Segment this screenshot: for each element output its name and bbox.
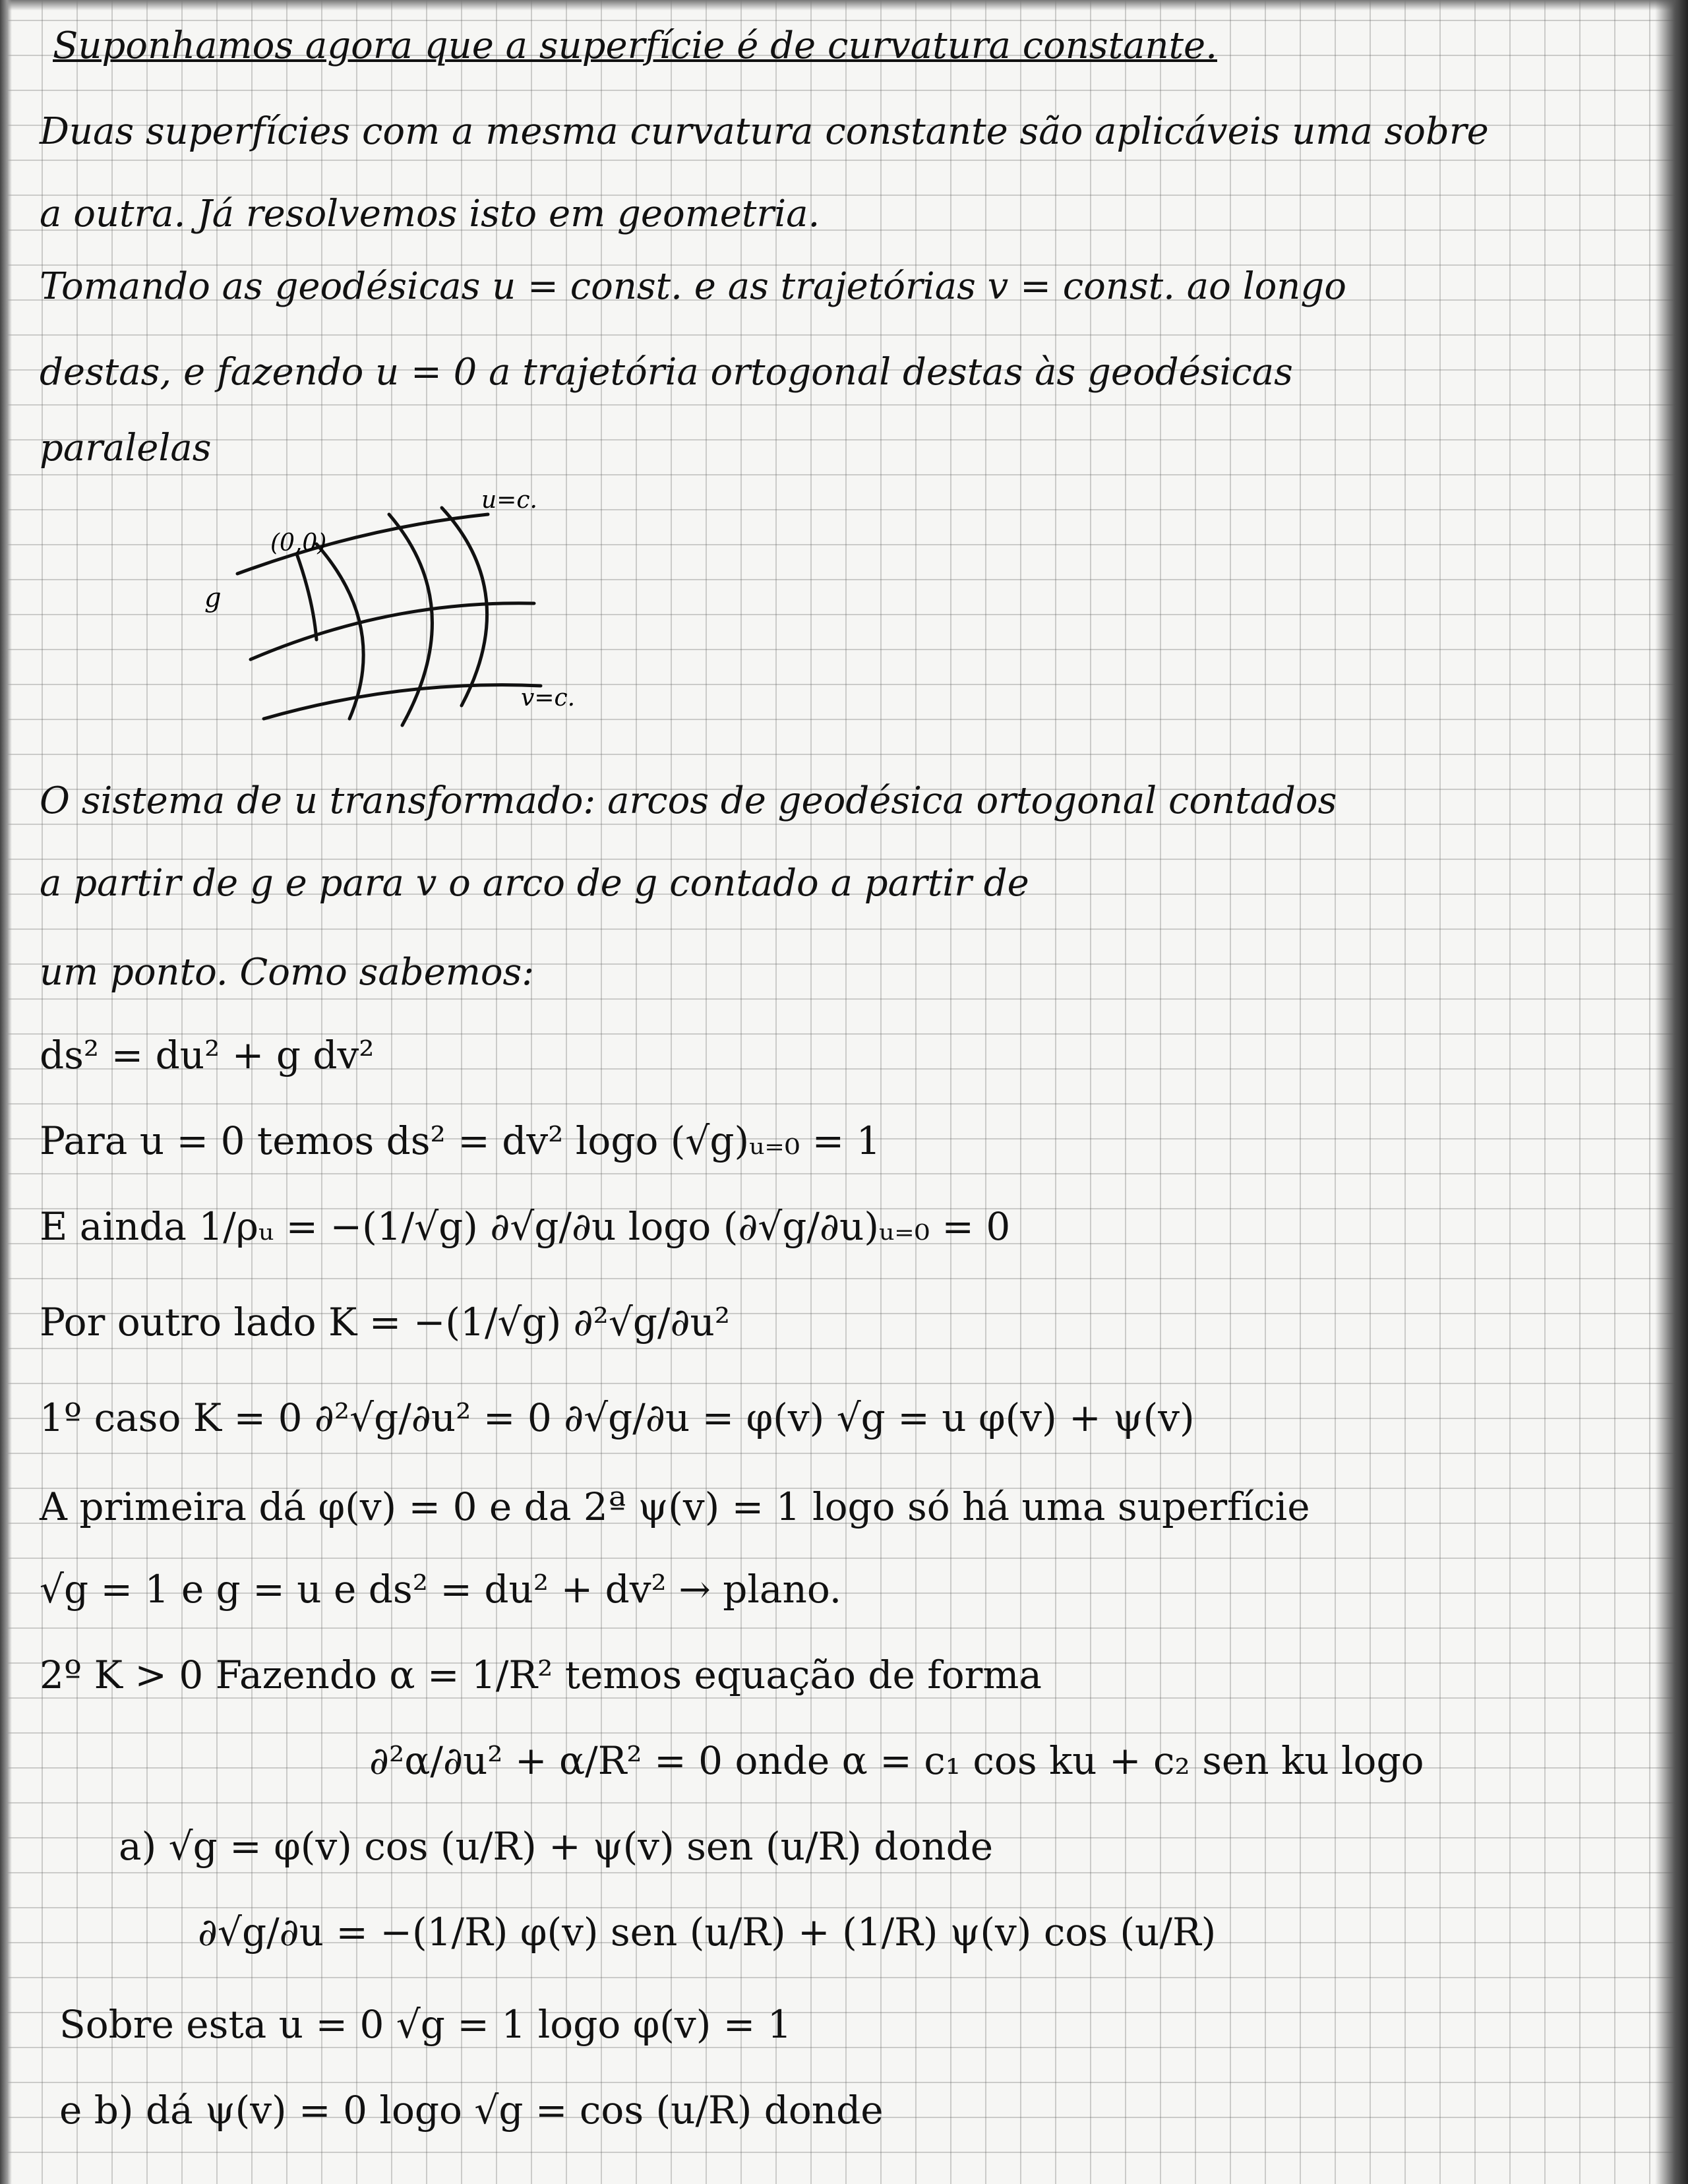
formula-line: 1º caso K = 0 ∂²√g/∂u² = 0 ∂√g/∂u = φ(v) √g = u φ(v) + ψ(v): [40, 1395, 1195, 1440]
note-line: a outra. Já resolvemos isto em geometria.: [40, 193, 820, 235]
formula-line: Para u = 0 temos ds² = dv² logo (√g)ᵤ₌₀ = 1: [40, 1118, 881, 1163]
page-left-edge: [0, 0, 12, 2184]
formula-line: A primeira dá φ(v) = 0 e da 2ª ψ(v) = 1 logo só há uma superfície: [40, 1484, 1310, 1529]
note-line: Duas superfícies com a mesma curvatura constante são aplicáveis uma sobre: [40, 110, 1489, 153]
formula-line: Por outro lado K = −(1/√g) ∂²√g/∂u²: [40, 1300, 731, 1345]
geodesic-coordinates-sketch: [191, 488, 653, 739]
page-right-edge: [1655, 0, 1688, 2184]
formula-line: ∂√g/∂u = −(1/R) φ(v) sen (u/R) + (1/R) ψ(v) cos (u/R): [198, 1910, 1217, 1955]
note-line: Tomando as geodésicas u = const. e as trajetórias v = const. ao longo: [40, 265, 1346, 308]
formula-line: Sobre esta u = 0 √g = 1 logo φ(v) = 1: [59, 2002, 792, 2047]
figure-label-v: v=c.: [521, 684, 576, 712]
sketch-curve-u: [264, 685, 541, 719]
note-line: paralelas: [40, 427, 212, 470]
page-top-edge: [0, 0, 1688, 11]
formula-line: e b) dá ψ(v) = 0 logo √g = cos (u/R) donde: [59, 2088, 884, 2133]
note-line: destas, e fazendo u = 0 a trajetória ortogonal destas às geodésicas: [40, 351, 1293, 394]
sketch-arrow-g: [297, 554, 316, 640]
formula-line: ds² = du² + g dv²: [40, 1033, 375, 1077]
figure-label-g: g: [204, 583, 222, 613]
note-line: a partir de g e para v o arco de g contado a partir de: [40, 862, 1029, 905]
formula-line: E ainda 1/ρᵤ = −(1/√g) ∂√g/∂u logo (∂√g/∂u)ᵤ₌₀ = 0: [40, 1204, 1011, 1249]
figure-label-u: u=c.: [481, 488, 537, 514]
note-line: O sistema de u transformado: arcos de geodésica ortogonal contados: [40, 779, 1337, 822]
formula-line: √g = 1 e g = u e ds² = du² + dv² → plano.: [40, 1567, 842, 1612]
formula-line: 2º K > 0 Fazendo α = 1/R² temos equação de forma: [40, 1653, 1042, 1697]
sketch-curve-u: [251, 603, 534, 659]
figure-label-origin: (0,0): [270, 530, 327, 557]
formula-line: a) √g = φ(v) cos (u/R) + ψ(v) sen (u/R) donde: [119, 1824, 994, 1869]
sketch-curve-v: [389, 514, 432, 725]
note-title: Suponhamos agora que a superfície é de curvatura constante.: [53, 24, 1217, 67]
formula-line: ∂²α/∂u² + α/R² = 0 onde α = c₁ cos ku + c₂ sen ku logo: [369, 1738, 1424, 1783]
note-line: um ponto. Como sabemos:: [40, 951, 535, 994]
